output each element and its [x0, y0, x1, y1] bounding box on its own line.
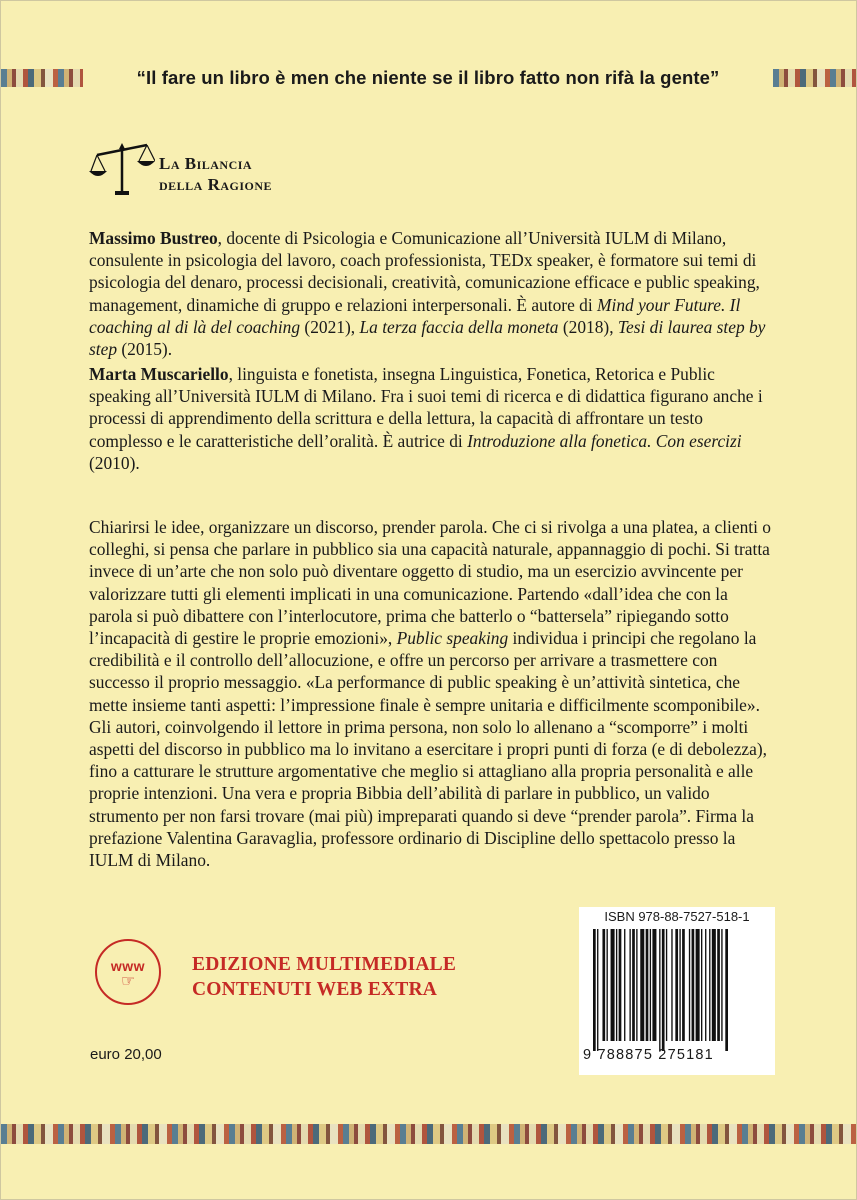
- barcode-digits: 9 788875 275181: [583, 1047, 714, 1063]
- book-title: Tesi di laurea step by step: [89, 316, 766, 360]
- publisher-name-line1: La Bilancia: [159, 154, 253, 173]
- barcode-bar: [602, 929, 605, 1041]
- bio-text: , docente di Psicologia e Comunicazione all’Università IULM di Milano, consulente in psicologia del lavoro, coach professionista, TEDx speaker, è formatore sui temi di psicologia del denaro, processi decisionali, creatività, comunicazione efficace e public speaking, management, dinamiche di gruppo e relazioni interpersonali. È autore di: [89, 228, 760, 315]
- barcode-bar: [701, 929, 702, 1041]
- www-label: www: [110, 958, 146, 974]
- barcode-bar: [725, 929, 728, 1051]
- barcode-bar: [705, 929, 706, 1041]
- author-bio-muscariello: [89, 363, 769, 474]
- decorative-strip-top-right: [773, 69, 856, 87]
- bio-text: (2021),: [300, 316, 360, 337]
- barcode-bar: [593, 929, 596, 1051]
- barcode-bar: [689, 929, 690, 1041]
- bio-text: (2015).: [117, 339, 173, 360]
- bio-text: , linguista e fonetista, insegna Linguistica, Fonetica, Retorica e Public speaking all’Università IULM di Milano. Fra i suoi temi di ricerca e di didattica figurano anche i processi di apprendimento della scrittura e della lettura, la capacità di affrontare un testo complesso e le caratteristiche dell’oralità. È autrice di: [89, 364, 763, 451]
- barcode-bar: [666, 929, 667, 1041]
- publisher-logo: [89, 141, 349, 197]
- barcode: [579, 907, 775, 1075]
- edition-line1: EDIZIONE MULTIMEDIALE: [192, 954, 457, 975]
- bio-text: (2010).: [89, 452, 140, 473]
- barcode-bar: [611, 929, 615, 1041]
- barcode-bar: [646, 929, 649, 1041]
- pointing-hand-icon: ☞: [120, 973, 136, 990]
- barcode-bar: [629, 929, 630, 1041]
- barcode-bar: [632, 929, 635, 1041]
- publisher-name-line2: della Ragione: [159, 175, 273, 194]
- author-bio-bustreo: [89, 227, 769, 360]
- edition-line2: CONTENUTI WEB EXTRA: [192, 979, 438, 1000]
- book-description: [89, 516, 775, 871]
- description-text: Chiarirsi le idee, organizzare un discorso, prender parola. Che ci si rivolga a una platea, a clienti o colleghi, si pensa che parlare in pubblico sia una capacità naturale, appannaggio di pochi. Si tratta invece di un’arte che non solo può diventare oggetto di studio, ma un esercizio avvincente per valorizzare tutti gli elementi implicati in una comunicazione. Partendo «dall’idea che con la parola si può dibattere con l’interlocutore, prima che batterlo o “battersela” ripiegando sotto l’incapacità di gestire le proprie emozioni»,: [89, 517, 772, 649]
- barcode-bar: [682, 929, 685, 1041]
- barcode-bar: [652, 929, 656, 1041]
- author-name: Massimo Bustreo: [89, 228, 218, 248]
- barcode-bars: [593, 929, 763, 1051]
- barcode-bar: [619, 929, 622, 1041]
- isbn-label: ISBN 978-88-7527-518-1: [604, 909, 750, 924]
- barcode-bar: [696, 929, 700, 1041]
- decorative-strip-bottom: [1, 1124, 856, 1144]
- barcode-bar: [679, 929, 680, 1041]
- book-title: Public speaking: [396, 628, 509, 649]
- barcode-bar: [671, 929, 672, 1041]
- multimedia-edition-label: [192, 952, 456, 1002]
- barcode-bar: [607, 929, 608, 1041]
- bio-text: (2018),: [558, 316, 618, 337]
- barcode-bar: [662, 929, 665, 1051]
- price: euro 20,00: [90, 1046, 162, 1063]
- barcode-bar: [692, 929, 695, 1041]
- book-title: Mind your Future. Il coaching al di là del coaching: [89, 294, 741, 337]
- barcode-bar: [616, 929, 617, 1041]
- header-quote: “Il fare un libro è men che niente se il libro fatto non rifà la gente”: [136, 67, 720, 88]
- barcode-bar: [636, 929, 637, 1041]
- barcode-bar: [717, 929, 720, 1041]
- barcode-bar: [640, 929, 644, 1041]
- barcode-bar: [597, 929, 598, 1051]
- barcode-bar: [624, 929, 625, 1041]
- scales-icon: [89, 141, 155, 199]
- barcode-bar: [721, 929, 722, 1041]
- barcode-bar: [659, 929, 660, 1051]
- publisher-name: [159, 153, 272, 195]
- barcode-bar: [712, 929, 716, 1041]
- barcode-bar: [650, 929, 651, 1041]
- book-title: La terza faccia della moneta: [359, 316, 559, 337]
- barcode-bar: [709, 929, 710, 1041]
- www-badge: [95, 939, 161, 1005]
- description-text: individua i principi che regolano la credibilità e il controllo dell’allocuzione, e offre un percorso per arrivare a trasmettere con successo il proprio messaggio. «La performance di public speaking è un’attività sintetica, che mette insieme tanti aspetti: l’impressione finale è sempre unitaria e difficilmente scomponibile». Gli autori, coinvolgendo il lettore in prima persona, non solo lo allenano a “scomporre” i molti aspetti del discorso in pubblico ma lo invitano a esercitare i propri punti di forza (e di debolezza), fino a catturare le strutture argomentative che meglio si attagliano alla propria personalità e alle proprie intenzioni. Una vera e propria Bibbia dell’abilità di parlare in pubblico, un valido strumento per non farsi trovare (mai più) impreparati quando si deve “prender parola”. Firma la prefazione Valentina Garavaglia, professore ordinario di Discipline dello spettacolo presso la IULM di Milano.: [89, 628, 768, 871]
- author-name: Marta Muscariello: [89, 364, 229, 384]
- barcode-bar: [675, 929, 678, 1041]
- decorative-strip-top-left: [1, 69, 83, 87]
- book-title: Introduzione alla fonetica. Con esercizi: [467, 430, 742, 451]
